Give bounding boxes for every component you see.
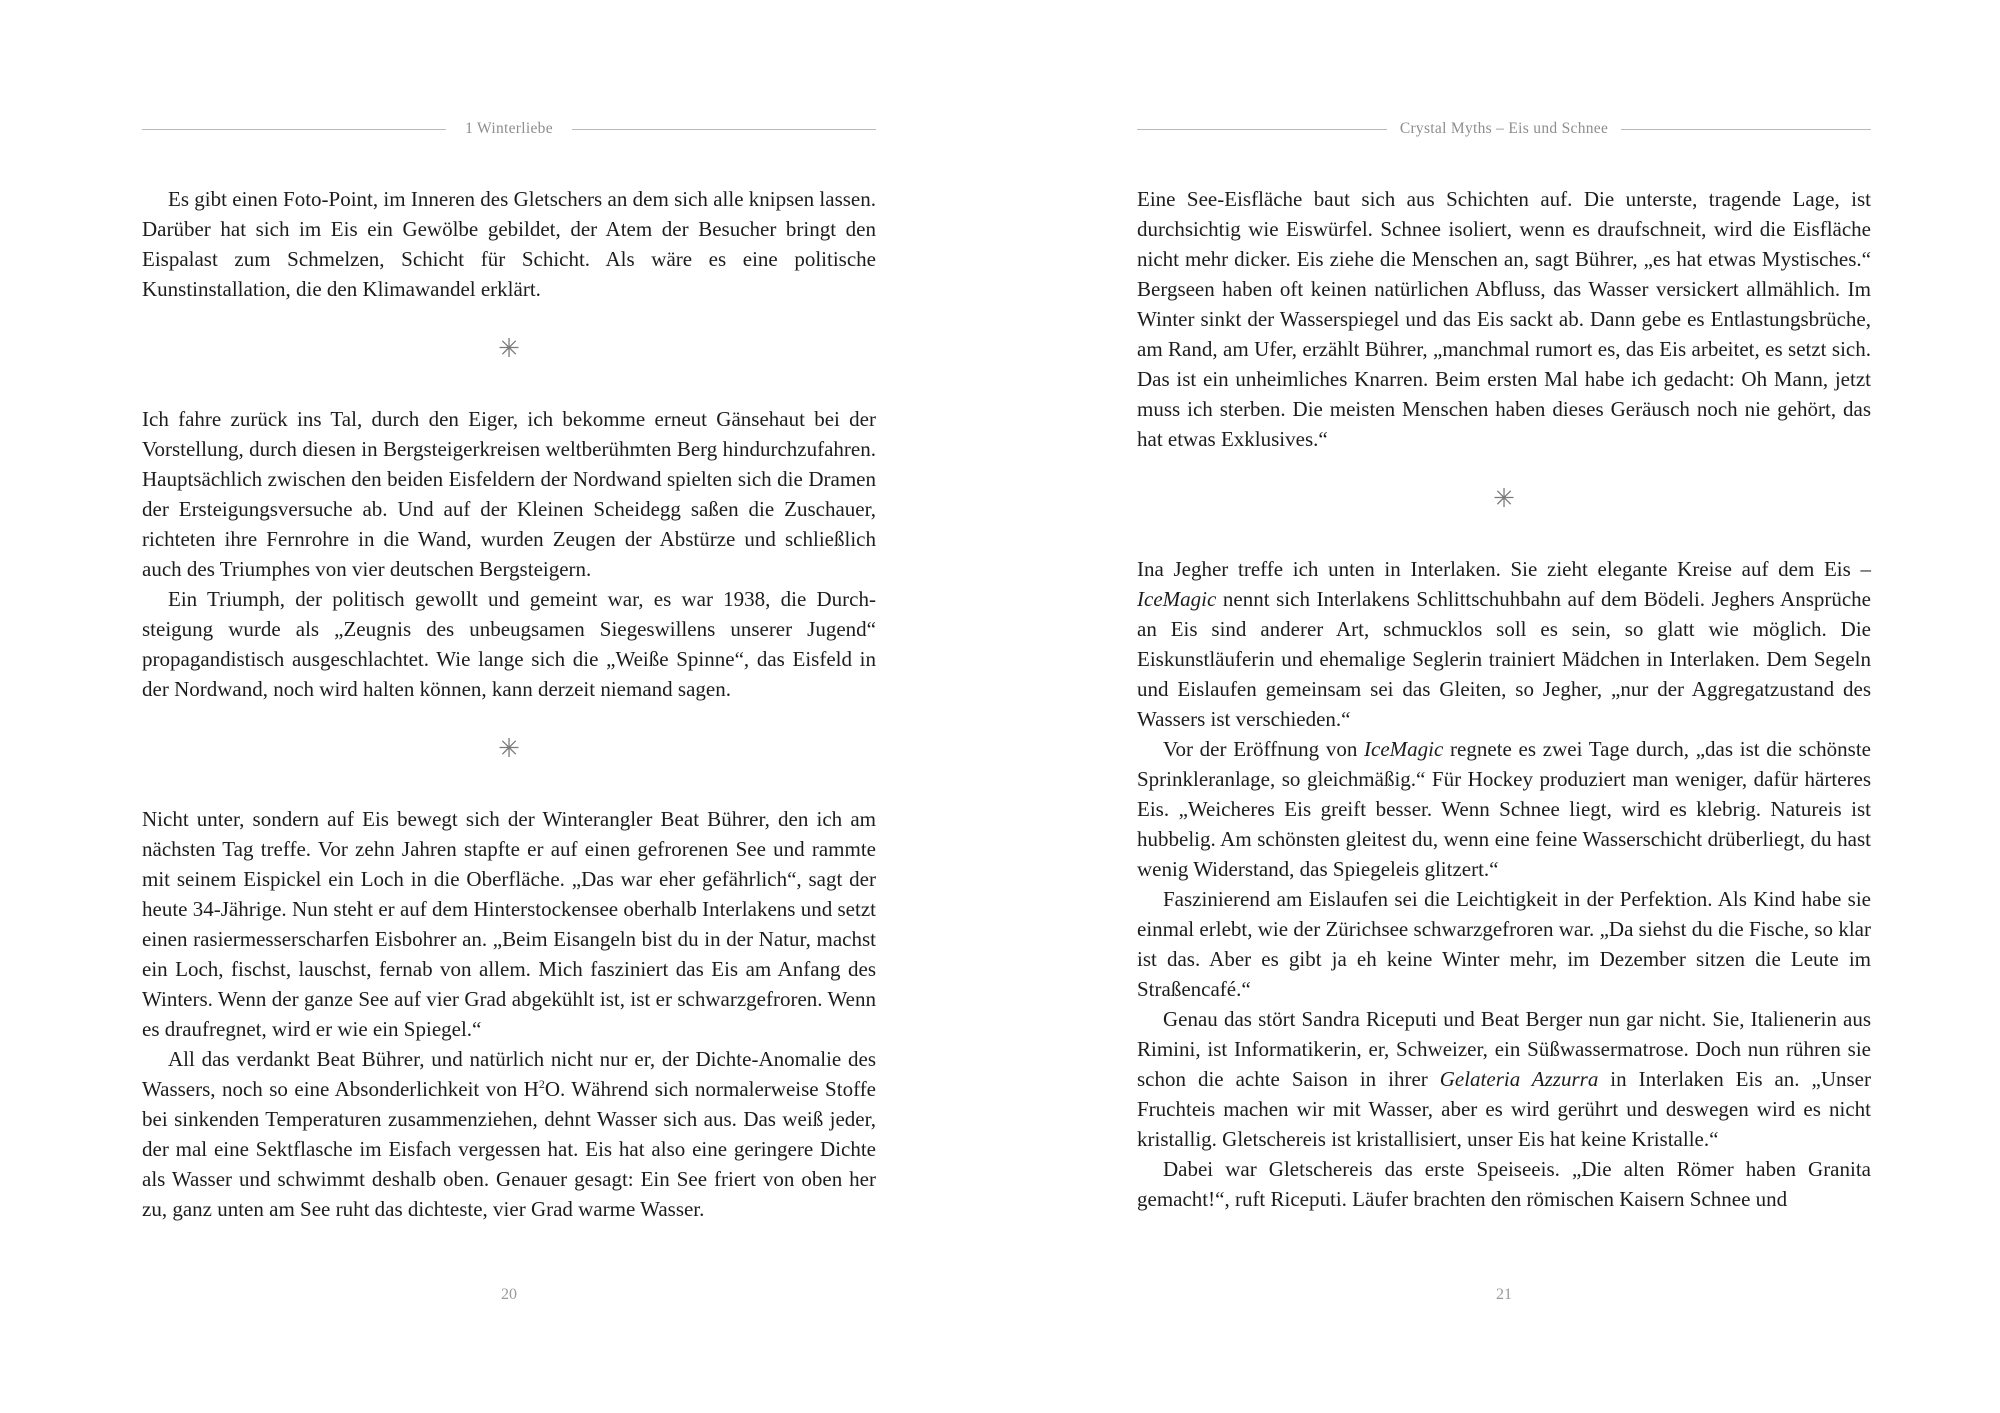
paragraph: [1137, 1004, 1871, 1154]
text-run: in Interlaken Eis an. „Unser Fruchteis machen wir mit Wasser, aber es wird gerührt und deswegen wird es nicht kristallig. Gletschereis ist kristallisiert, unser Eis hat keine Kristalle.“: [1137, 1067, 1871, 1151]
paragraph: Ich fahre zurück ins Tal, durch den Eiger, ich bekomme erneut Gänsehaut bei der Vorstellung, durch diesen in Bergsteigerkreisen weltberühmten Berg hindurchzufahren. Hauptsächlich zwischen den beiden Eisfeldern der Nordwand spielten sich die Dramen der Ersteigungsversuche ab. Und auf der Kleinen Scheidegg saßen die Zuschauer, richteten ihre Fernrohre in die Wand, wurden Zeugen der Abstürze und schließlich auch des Triumphes von vier deutschen Bergsteigern.: [142, 407, 876, 581]
paragraph: [1137, 734, 1871, 884]
paragraph: Ein Triumph, der politisch gewollt und gemeint war, es war 1938, die Durchsteigung wurde als „Zeugnis des unbeugsamen Siegeswillens unserer Jugend“ propagandistisch ausgeschlachtet. Wie lange sich die „Weiße Spinne“, das Eisfeld in der Nordwand, noch wird halten können, kann derzeit niemand sagen.: [142, 587, 876, 701]
paragraph: Eine See-Eisfläche baut sich aus Schichten auf. Die unterste, tragende Lage, ist durchsichtig wie Eiswürfel. Schnee isoliert, wenn es draufschneit, wird die Eisfläche nicht mehr dicker. Eis ziehe die Menschen an, sagt Bührer, „es hat etwas Mystisches.“ Bergseen haben oft keinen natürlichen Abfluss, das Wasser versickert allmählich. Im Winter sinkt der Wasserspiegel und das Eis sackt ab. Dann gebe es Entlastungsbrüche, am Rand, am Ufer, erzählt Bührer, „manchmal rumort es, das Eis arbeitet, es setzt sich. Das ist ein unheimliches Knarren. Beim ersten Mal habe ich gedacht: Oh Mann, jetzt muss ich sterben. Die meisten Menschen haben dieses Geräusch noch nie gehört, das hat etwas Exklusives.“: [1137, 187, 1871, 451]
paragraph: [142, 1044, 876, 1224]
right-page: [1137, 0, 1871, 1413]
text-run: regnete es zwei Tage durch, „das ist die schönste Sprinkleranlage, so gleichmäßig.“ Für Hockey produziert man weniger, dafür härteres Eis. „Weicheres Eis greift besser. Wenn Schnee liegt, wird es klebrig. Natureis ist hubbelig. Am schönsten gleitest du, wenn eine feine Wasserschicht drüberliegt, du hast wenig Widerstand, das Spiegeleis glitzert.“: [1137, 737, 1871, 881]
running-head-title: Crystal Myths – Eis und Schnee: [1388, 120, 1620, 137]
asterism-icon: ✳: [498, 334, 520, 363]
running-head-title: 1 Winterliebe: [453, 120, 565, 137]
paragraph: Dabei war Gletschereis das erste Speiseeis. „Die alten Römer haben Granita gemacht!“, ruft Riceputi. Läufer brachten den römischen Kaisern Schnee und: [1137, 1157, 1871, 1211]
italic-term: Gelateria Azzurra: [1439, 1067, 1599, 1091]
section-break: [142, 304, 876, 404]
section-break: [1137, 454, 1871, 554]
running-head-left: [142, 117, 876, 141]
left-page: [142, 0, 876, 1413]
paragraph: Nicht unter, sondern auf Eis bewegt sich der Winterangler Beat Bührer, den ich am nächsten Tag treffe. Vor zehn Jahren stapfte er auf einen gefrorenen See und rammte mit seinem Eispickel ein Loch in die Oberfläche. „Das war eher gefährlich“, sagt der heute 34-Jährige. Nun steht er auf dem Hinterstockensee oberhalb Interlakens und setzt einen rasiermesserscharfen Eisbohrer an. „Beim Eisangeln bist du in der Natur, machst ein Loch, fischst, lauschst, fernab von allem. Mich fasziniert das Eis am Anfang des Winters. Wenn der ganze See auf vier Grad abgekühlt ist, ist er schwarzgefroren. Wenn es draufregnet, wird er wie ein Spiegel.“: [142, 807, 876, 1041]
text-run: Vor der Eröffnung von: [1163, 737, 1365, 761]
body-text-left: [142, 184, 876, 1224]
running-head-right: [1137, 117, 1871, 141]
body-text-right: [1137, 184, 1871, 1214]
text-run: O. Während sich normalerweise Stoffe bei sinkenden Temperaturen zusammenziehen, dehnt Wasser sich aus. Das weiß jeder, der mal eine Sektflasche im Eisfach vergessen hat. Eis hat also eine geringere Dichte als Wasser und schwimmt deshalb oben. Genauer gesagt: Ein See friert von oben her zu, ganz unten am See ruht das dichteste, vier Grad warme Wasser.: [142, 1077, 877, 1221]
text-run: nennt sich Interlakens Schlittschuhbahn auf dem Bödeli. Jeghers Ansprüche an Eis sind anderer Art, schmucklos soll es sein, so glatt wie möglich. Die Eiskunstläuferin und ehemalige Seglerin trainiert Mädchen in Interlaken. Dem Segeln und Eislaufen gemeinsam sei das Gleiten, so Jegher, „nur der Aggregatzustand des Wassers ist verschieden.“: [1137, 587, 1871, 731]
asterism-icon: ✳: [498, 734, 520, 763]
text-run: Ina Jegher treffe ich unten in Interlaken. Sie zieht elegante Kreise auf dem Eis –: [1137, 557, 1871, 581]
text-run: All das verdankt Beat Bührer, und natürlich nicht nur er, der Dichte-Anomalie des Wassers, noch so eine Absonderlichkeit von H: [142, 1047, 876, 1101]
superscript: 2: [538, 1077, 545, 1091]
paragraph: Faszinierend am Eislaufen sei die Leichtigkeit in der Perfektion. Als Kind habe sie einmal erlebt, wie der Zürichsee schwarzgefroren war. „Da siehst du die Fische, so klar ist das. Aber es gibt ja eh keine Winter mehr, im Dezember sitzen die Leute im Straßencafé.“: [1137, 887, 1871, 1001]
paragraph: [1137, 554, 1871, 734]
section-break: [142, 704, 876, 804]
page-number: 20: [501, 1286, 517, 1303]
asterism-icon: ✳: [1493, 484, 1515, 513]
italic-term: IceMagic: [1137, 587, 1217, 611]
italic-term: IceMagic: [1364, 737, 1444, 761]
text-run: Genau das stört Sandra Riceputi und Beat Berger nun gar nicht. Sie, Italienerin aus Rimini, ist Informatikerin, er, Schweizer, ein Süßwassermatrose. Doch nun rühren sie schon die achte Saison in ihrer: [1137, 1007, 1871, 1091]
page-number: 21: [1496, 1286, 1512, 1303]
paragraph: Es gibt einen Foto-Point, im Inneren des Gletschers an dem sich alle knipsen lassen. Darüber hat sich im Eis ein Gewölbe gebildet, der Atem der Besucher bringt den Eispalast zum Schmelzen, Schicht für Schicht. Als wäre es eine politische Kunstinstallation, die den Klimawandel erklärt.: [142, 187, 876, 301]
